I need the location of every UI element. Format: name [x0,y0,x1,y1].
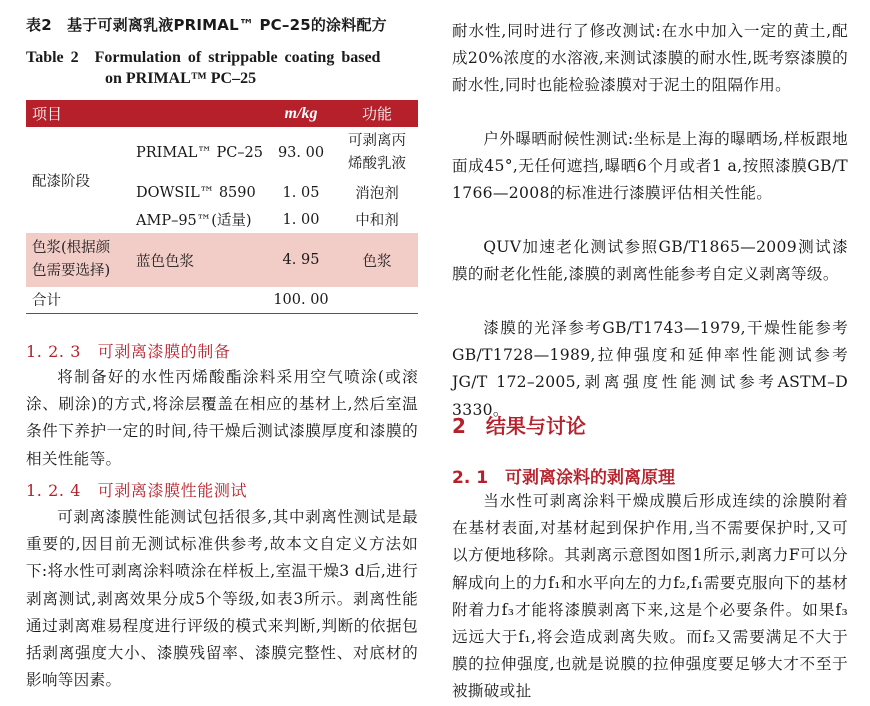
table-caption-zh: 表2 基于可剥离乳液PRIMAL™ PC–25的涂料配方 [26,16,387,34]
row-name: DOWSIL™ 8590 [136,184,256,201]
paragraph-outdoor-exposure: 户外曝晒耐候性测试:坐标是上海的曝晒场,样板跟地面成45°,无任何遮挡,曝晒6个月或者1 a,按照漆膜GB/T 1766—2008的标准进行漆膜评估相关性能。 [452,130,848,203]
row-name: PRIMAL™ PC–25 [136,145,264,161]
row-function [336,127,418,179]
row-mass: 1. 05 [282,184,320,201]
row-function: 中和剂 [355,213,399,229]
table-total-row [26,287,418,313]
total-label: 合计 [32,293,61,310]
row-mass: 1. 00 [282,211,320,228]
table-row [26,233,418,287]
section-heading-1-2-3: 1. 2. 3 可剥离漆膜的制备 [26,342,231,361]
table-caption-en-line2: on PRIMAL™ PC–25 [105,70,257,87]
paragraph-1-2-4: 可剥离漆膜性能测试包括很多,其中剥离性测试是最重要的,因目前无测试标准供参考,故本文自定义方法如下:将水性可剥离涂料喷涂在样板上,室温干燥3 d后,进行剥离测试,剥离效果分成5个等级,如表3所示。剥离性能通过剥离难易程度进行评级的模式来判断,判断的依据包括剥离强度大小、漆膜残留率、漆膜完整性、对底材的影响等因素。 [26,508,418,690]
row-function: 色浆 [362,253,392,270]
paragraph-quv-aging: QUV加速老化测试参照GB/T1865—2009测试漆膜的耐老化性能,漆膜的剥离性能参考自定义剥离等级。 [452,238,848,284]
paste-label [26,233,136,287]
header-item: 项目 [32,105,63,123]
row-mass: 4. 95 [282,252,320,268]
formulation-table [26,100,418,314]
total-mass: 100. 00 [273,291,329,308]
paragraph-water-resistance: 耐水性,同时进行了修改测试:在水中加入一定的黄土,配成20%浓度的水溶液,来测试漆膜的耐水性,既考察漆膜的耐水性,同时也能检验漆膜对于泥土的阻隔作用。 [452,22,848,95]
group-label: 配漆阶段 [32,173,90,190]
section-heading-1-2-4: 1. 2. 4 可剥离漆膜性能测试 [26,481,248,500]
row-name: AMP–95™(适量) [136,213,252,229]
section-heading-2: 2 结果与讨论 [452,414,586,438]
paste-label-line1: 色浆(根据颜 [32,240,111,256]
paragraph-peeling-principle: 当水性可剥离涂料干燥成膜后形成连续的涂膜附着在基材表面,对基材起到保护作用,当不需要保护时,又可以方便地移除。其剥离示意图如图1所示,剥离力F可以分解成向上的力f₁和水平向左的力f₂,f₁需要克服向下的基材附着力f₃才能将漆膜剥离下来,这是个必要条件。如果f₃远远大于f₁,将会造成剥离失败。而f₂又需要满足不大于膜的拉伸强度,也就是说膜的拉伸强度要足够大才不至于被撕破或扯 [452,492,848,701]
row-name: 蓝色色浆 [136,253,194,270]
paragraph-test-standards: 漆膜的光泽参考GB/T1743—1979,干燥性能参考GB/T1728—1989,拉伸强度和延伸率性能测试参考JG/T 172–2005,剥离强度性能测试参考ASTM–D 3330。 [452,319,848,419]
header-blank [136,100,266,127]
table-header-row [26,100,418,127]
header-function: 功能 [361,105,392,123]
section-heading-2-1: 2. 1 可剥离涂料的剥离原理 [452,468,676,488]
paste-label-line2: 色需要选择) [32,263,111,279]
header-mass: m/kg [284,104,318,122]
table-row [26,127,418,179]
row-function: 消泡剂 [355,186,399,202]
row-function-line2: 烯酸乳液 [348,156,406,172]
table-caption-en-line1: Table 2 Formulation of strippable coating based [26,49,381,66]
row-function-line1: 可剥离丙 [348,133,406,149]
row-mass: 93. 00 [277,145,325,161]
paragraph-1-2-3: 将制备好的水性丙烯酸酯涂料采用空气喷涂(或滚涂、刷涂)的方式,将涂层覆盖在相应的基材上,然后室温条件下养护一定的时间,待干燥后测试漆膜厚度和漆膜的相关性能等。 [26,368,418,468]
